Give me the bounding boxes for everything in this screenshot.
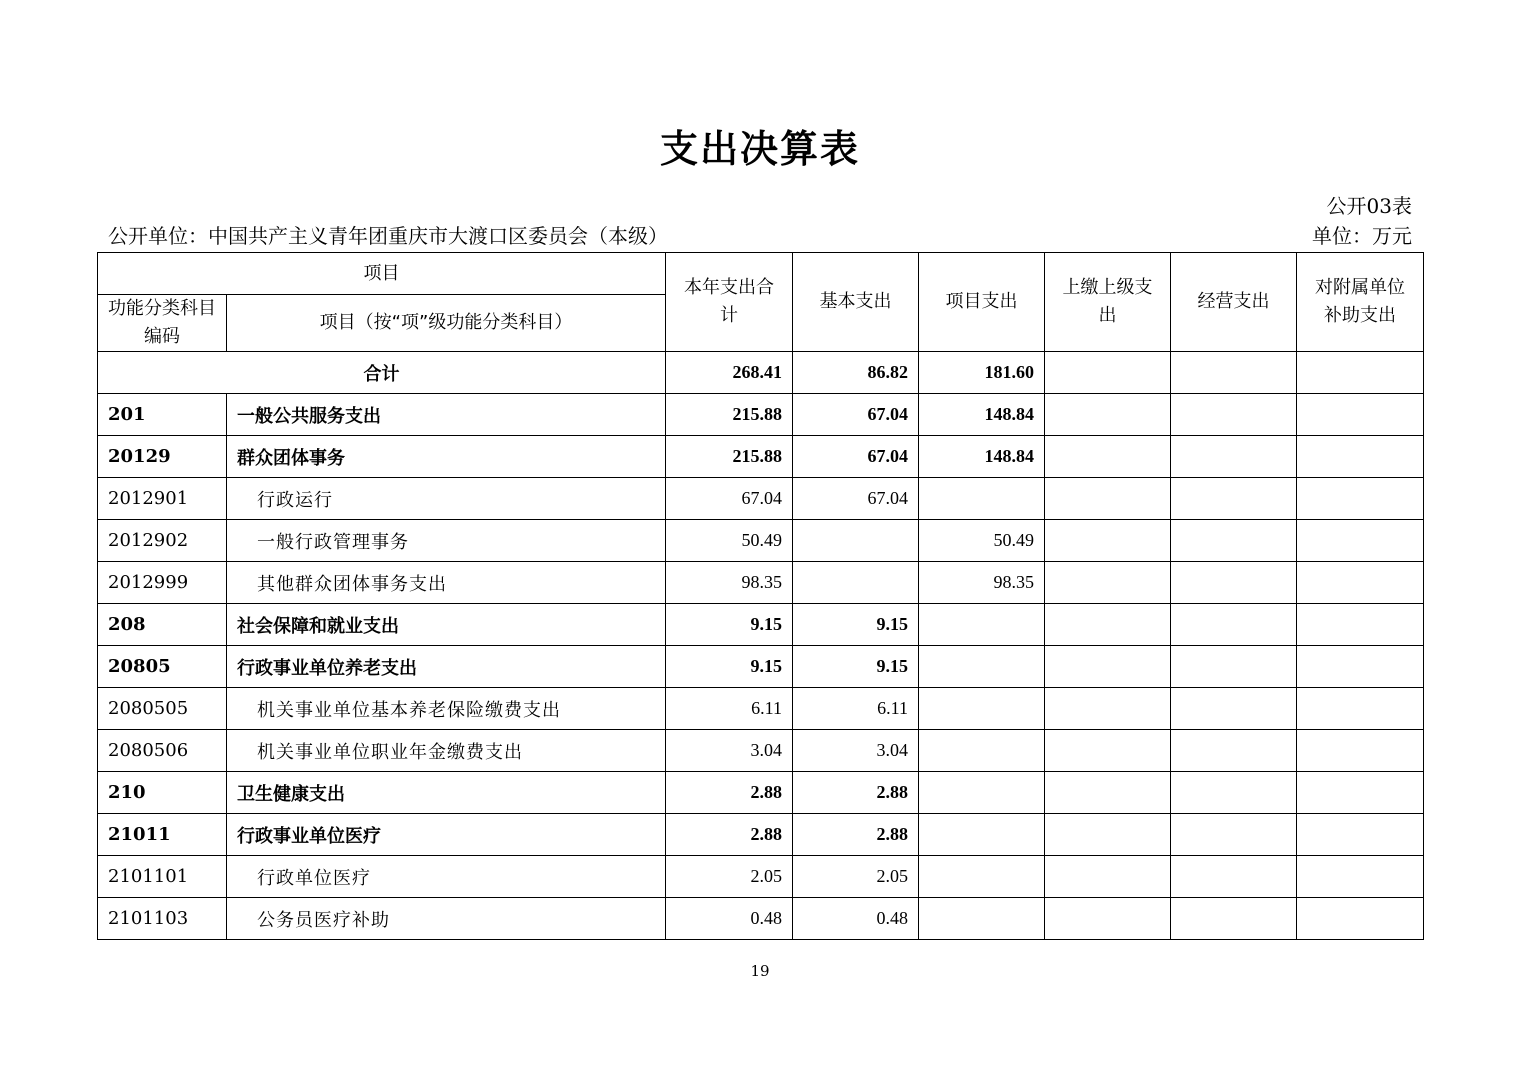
cell-project xyxy=(919,856,1045,898)
cell-business xyxy=(1171,562,1297,604)
cell-total: 2.88 xyxy=(666,814,793,856)
table-row xyxy=(98,814,1424,856)
cell-project: 181.60 xyxy=(919,352,1045,394)
cell-basic: 2.05 xyxy=(793,856,919,898)
cell-upper xyxy=(1045,646,1171,688)
cell-business xyxy=(1171,520,1297,562)
cell-basic: 0.48 xyxy=(793,898,919,940)
cell-name: 公务员医疗补助 xyxy=(227,898,666,940)
table-row xyxy=(98,772,1424,814)
cell-project xyxy=(919,604,1045,646)
cell-business xyxy=(1171,688,1297,730)
cell-code: 21011 xyxy=(98,814,227,856)
cell-basic: 2.88 xyxy=(793,814,919,856)
total-row xyxy=(98,352,1424,394)
cell-business xyxy=(1171,646,1297,688)
cell-business xyxy=(1171,814,1297,856)
table-row xyxy=(98,898,1424,940)
cell-subsidiary xyxy=(1297,436,1424,478)
cell-project xyxy=(919,898,1045,940)
table-body xyxy=(98,394,1424,940)
cell-code: 20129 xyxy=(98,436,227,478)
cell-name: 机关事业单位基本养老保险缴费支出 xyxy=(227,688,666,730)
cell-basic: 67.04 xyxy=(793,394,919,436)
header-upper: 上缴上级支出 xyxy=(1045,253,1171,352)
cell-basic: 9.15 xyxy=(793,646,919,688)
cell-upper xyxy=(1045,730,1171,772)
cell-name: 机关事业单位职业年金缴费支出 xyxy=(227,730,666,772)
cell-subsidiary xyxy=(1297,394,1424,436)
table-row xyxy=(98,730,1424,772)
cell-basic: 67.04 xyxy=(793,478,919,520)
cell-subsidiary xyxy=(1297,730,1424,772)
cell-basic: 2.88 xyxy=(793,772,919,814)
cell-basic: 9.15 xyxy=(793,604,919,646)
cell-code: 20805 xyxy=(98,646,227,688)
cell-upper xyxy=(1045,688,1171,730)
cell-business xyxy=(1171,856,1297,898)
cell-total: 9.15 xyxy=(666,604,793,646)
cell-name: 行政事业单位医疗 xyxy=(227,814,666,856)
cell-business xyxy=(1171,604,1297,646)
cell-name: 群众团体事务 xyxy=(227,436,666,478)
cell-basic: 86.82 xyxy=(793,352,919,394)
cell-total: 2.88 xyxy=(666,772,793,814)
cell-project xyxy=(919,646,1045,688)
header-project: 项目支出 xyxy=(919,253,1045,352)
table-row xyxy=(98,688,1424,730)
cell-code: 2012999 xyxy=(98,562,227,604)
cell-upper xyxy=(1045,562,1171,604)
cell-total: 98.35 xyxy=(666,562,793,604)
header-subsidiary: 对附属单位补助支出 xyxy=(1297,253,1424,352)
cell-name: 社会保障和就业支出 xyxy=(227,604,666,646)
cell-name: 行政运行 xyxy=(227,478,666,520)
cell-name: 一般公共服务支出 xyxy=(227,394,666,436)
table-row xyxy=(98,394,1424,436)
cell-upper xyxy=(1045,520,1171,562)
page-number: 19 xyxy=(750,962,770,980)
cell-project: 148.84 xyxy=(919,394,1045,436)
cell-upper xyxy=(1045,856,1171,898)
table-row xyxy=(98,520,1424,562)
cell-subsidiary xyxy=(1297,520,1424,562)
cell-code: 2012901 xyxy=(98,478,227,520)
cell-total: 215.88 xyxy=(666,394,793,436)
cell-total: 268.41 xyxy=(666,352,793,394)
form-number: 公开03表 xyxy=(1326,194,1412,218)
cell-business xyxy=(1171,730,1297,772)
cell-business xyxy=(1171,352,1297,394)
total-label: 合计 xyxy=(98,352,666,394)
header-item-group: 项目 xyxy=(98,253,666,295)
cell-subsidiary xyxy=(1297,688,1424,730)
cell-total: 6.11 xyxy=(666,688,793,730)
cell-basic: 67.04 xyxy=(793,436,919,478)
cell-upper xyxy=(1045,604,1171,646)
page-title: 支出决算表 xyxy=(659,127,860,171)
cell-subsidiary xyxy=(1297,478,1424,520)
cell-name: 其他群众团体事务支出 xyxy=(227,562,666,604)
cell-name: 行政事业单位养老支出 xyxy=(227,646,666,688)
cell-name: 一般行政管理事务 xyxy=(227,520,666,562)
cell-business xyxy=(1171,436,1297,478)
table-row xyxy=(98,604,1424,646)
cell-business xyxy=(1171,898,1297,940)
cell-project xyxy=(919,478,1045,520)
cell-subsidiary xyxy=(1297,646,1424,688)
cell-subsidiary xyxy=(1297,604,1424,646)
cell-subsidiary xyxy=(1297,772,1424,814)
header-name: 项目（按“项”级功能分类科目） xyxy=(227,295,666,352)
cell-project xyxy=(919,688,1045,730)
cell-business xyxy=(1171,772,1297,814)
cell-basic: 6.11 xyxy=(793,688,919,730)
cell-project xyxy=(919,772,1045,814)
cell-upper xyxy=(1045,898,1171,940)
cell-subsidiary xyxy=(1297,814,1424,856)
cell-project xyxy=(919,814,1045,856)
cell-code: 2080505 xyxy=(98,688,227,730)
cell-subsidiary xyxy=(1297,898,1424,940)
cell-business xyxy=(1171,394,1297,436)
cell-code: 208 xyxy=(98,604,227,646)
cell-project xyxy=(919,730,1045,772)
cell-subsidiary xyxy=(1297,856,1424,898)
cell-basic xyxy=(793,520,919,562)
cell-business xyxy=(1171,478,1297,520)
cell-code: 2080506 xyxy=(98,730,227,772)
cell-code: 210 xyxy=(98,772,227,814)
cell-total: 0.48 xyxy=(666,898,793,940)
organization-label: 公开单位：中国共产主义青年团重庆市大渡口区委员会（本级） xyxy=(108,224,668,248)
cell-total: 215.88 xyxy=(666,436,793,478)
cell-basic: 3.04 xyxy=(793,730,919,772)
header-business: 经营支出 xyxy=(1171,253,1297,352)
cell-upper xyxy=(1045,352,1171,394)
cell-total: 2.05 xyxy=(666,856,793,898)
cell-name: 行政单位医疗 xyxy=(227,856,666,898)
cell-total: 50.49 xyxy=(666,520,793,562)
unit-label: 单位：万元 xyxy=(1312,224,1412,248)
cell-code: 2012902 xyxy=(98,520,227,562)
cell-code: 2101103 xyxy=(98,898,227,940)
cell-total: 67.04 xyxy=(666,478,793,520)
header-total: 本年支出合计 xyxy=(666,253,793,352)
cell-upper xyxy=(1045,394,1171,436)
table-row xyxy=(98,646,1424,688)
cell-code: 2101101 xyxy=(98,856,227,898)
header-basic: 基本支出 xyxy=(793,253,919,352)
cell-total: 3.04 xyxy=(666,730,793,772)
cell-project: 148.84 xyxy=(919,436,1045,478)
table-row xyxy=(98,436,1424,478)
cell-upper xyxy=(1045,772,1171,814)
cell-upper xyxy=(1045,436,1171,478)
table-row xyxy=(98,562,1424,604)
cell-name: 卫生健康支出 xyxy=(227,772,666,814)
cell-subsidiary xyxy=(1297,562,1424,604)
cell-code: 201 xyxy=(98,394,227,436)
cell-basic xyxy=(793,562,919,604)
table-row xyxy=(98,478,1424,520)
cell-project: 50.49 xyxy=(919,520,1045,562)
cell-subsidiary xyxy=(1297,352,1424,394)
expenditure-table xyxy=(97,252,1424,940)
header-code: 功能分类科目编码 xyxy=(98,295,227,352)
table-row xyxy=(98,856,1424,898)
cell-upper xyxy=(1045,814,1171,856)
cell-upper xyxy=(1045,478,1171,520)
cell-project: 98.35 xyxy=(919,562,1045,604)
cell-total: 9.15 xyxy=(666,646,793,688)
